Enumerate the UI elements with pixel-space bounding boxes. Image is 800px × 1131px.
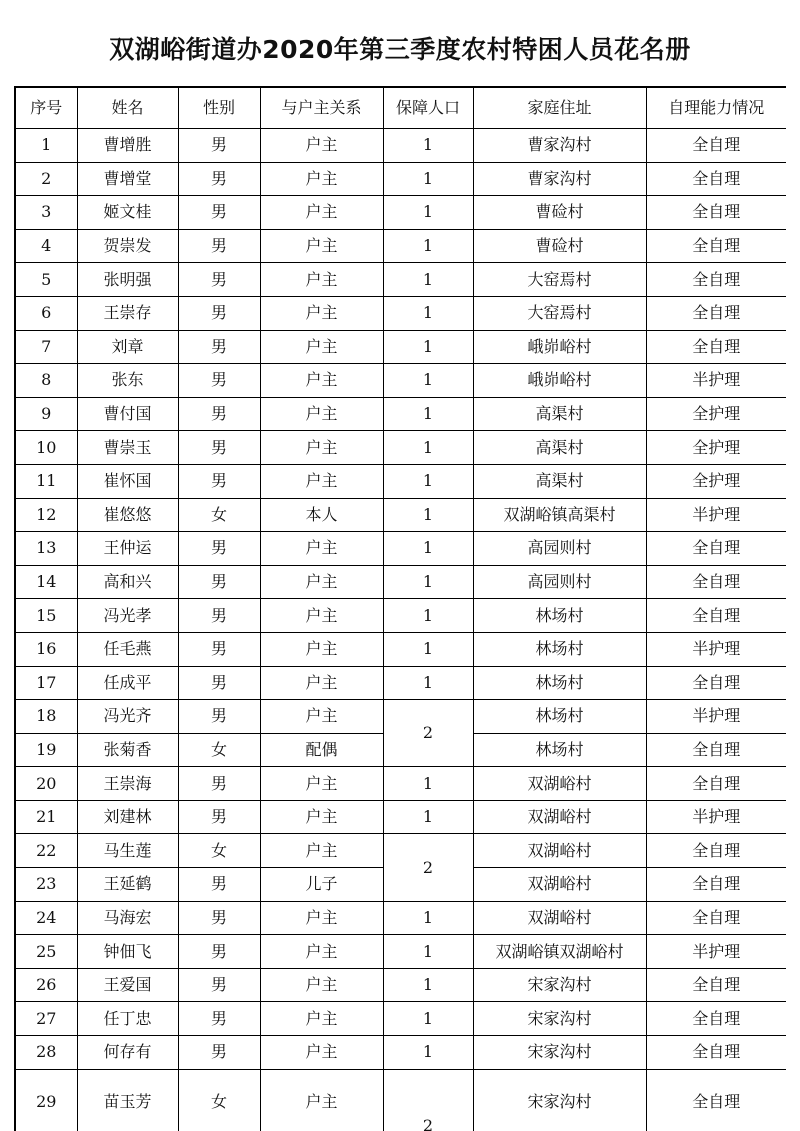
table-row [15, 700, 786, 734]
cell-persons: 1 [383, 632, 473, 666]
table-row [15, 599, 786, 633]
cell-ability: 半护理 [646, 935, 786, 969]
cell-name: 姬文桂 [77, 196, 178, 230]
cell-relation: 户主 [260, 800, 383, 834]
table-row [15, 1002, 786, 1036]
cell-no: 17 [15, 666, 77, 700]
cell-no: 23 [15, 868, 77, 902]
cell-relation: 户主 [260, 464, 383, 498]
header-relation: 与户主关系 [260, 87, 383, 129]
cell-persons: 1 [383, 464, 473, 498]
cell-no: 24 [15, 901, 77, 935]
table-row [15, 1036, 786, 1070]
cell-persons: 2 [383, 834, 473, 901]
cell-sex: 男 [178, 162, 260, 196]
cell-no: 13 [15, 532, 77, 566]
cell-no: 12 [15, 498, 77, 532]
cell-relation: 配偶 [260, 733, 383, 767]
cell-name: 王延鹤 [77, 868, 178, 902]
cell-relation: 户主 [260, 700, 383, 734]
cell-relation: 户主 [260, 263, 383, 297]
cell-relation: 户主 [260, 1002, 383, 1036]
cell-name: 刘章 [77, 330, 178, 364]
cell-name: 刘建林 [77, 800, 178, 834]
cell-name: 马生莲 [77, 834, 178, 868]
cell-persons: 1 [383, 1002, 473, 1036]
cell-address: 林场村 [473, 733, 646, 767]
cell-no: 3 [15, 196, 77, 230]
cell-address: 双湖峪村 [473, 901, 646, 935]
cell-no: 4 [15, 229, 77, 263]
cell-persons: 1 [383, 968, 473, 1002]
cell-name: 任丁忠 [77, 1002, 178, 1036]
cell-no: 6 [15, 296, 77, 330]
cell-name: 崔悠悠 [77, 498, 178, 532]
cell-persons: 1 [383, 901, 473, 935]
cell-relation: 户主 [260, 296, 383, 330]
cell-no: 29 [15, 1069, 77, 1131]
cell-name: 张菊香 [77, 733, 178, 767]
cell-persons: 1 [383, 532, 473, 566]
cell-sex: 男 [178, 397, 260, 431]
cell-no: 25 [15, 935, 77, 969]
cell-persons: 1 [383, 162, 473, 196]
cell-persons: 1 [383, 263, 473, 297]
cell-no: 27 [15, 1002, 77, 1036]
cell-persons: 1 [383, 330, 473, 364]
cell-relation: 户主 [260, 196, 383, 230]
cell-no: 15 [15, 599, 77, 633]
cell-address: 双湖峪镇双湖峪村 [473, 935, 646, 969]
cell-address: 峨峁峪村 [473, 330, 646, 364]
cell-sex: 男 [178, 1002, 260, 1036]
cell-ability: 全自理 [646, 1002, 786, 1036]
cell-sex: 男 [178, 565, 260, 599]
cell-persons: 1 [383, 296, 473, 330]
cell-ability: 全自理 [646, 1069, 786, 1131]
cell-relation: 户主 [260, 599, 383, 633]
cell-no: 21 [15, 800, 77, 834]
cell-ability: 全自理 [646, 196, 786, 230]
cell-sex: 男 [178, 1036, 260, 1070]
cell-name: 高和兴 [77, 565, 178, 599]
cell-ability: 全自理 [646, 565, 786, 599]
cell-ability: 全护理 [646, 464, 786, 498]
cell-sex: 男 [178, 968, 260, 1002]
cell-ability: 全自理 [646, 229, 786, 263]
cell-relation: 户主 [260, 532, 383, 566]
table-row [15, 767, 786, 801]
cell-sex: 女 [178, 498, 260, 532]
cell-relation: 户主 [260, 1036, 383, 1070]
cell-no: 26 [15, 968, 77, 1002]
cell-name: 贺崇发 [77, 229, 178, 263]
cell-sex: 男 [178, 767, 260, 801]
cell-sex: 男 [178, 229, 260, 263]
cell-relation: 户主 [260, 364, 383, 398]
cell-address: 林场村 [473, 599, 646, 633]
cell-relation: 户主 [260, 666, 383, 700]
cell-name: 马海宏 [77, 901, 178, 935]
cell-name: 曹崇玉 [77, 431, 178, 465]
cell-name: 王仲运 [77, 532, 178, 566]
cell-address: 双湖峪村 [473, 868, 646, 902]
cell-address: 宋家沟村 [473, 1069, 646, 1131]
cell-no: 18 [15, 700, 77, 734]
cell-sex: 男 [178, 666, 260, 700]
cell-ability: 全护理 [646, 431, 786, 465]
cell-name: 张明强 [77, 263, 178, 297]
cell-relation: 户主 [260, 229, 383, 263]
cell-persons: 1 [383, 666, 473, 700]
cell-address: 林场村 [473, 700, 646, 734]
cell-no: 11 [15, 464, 77, 498]
cell-ability: 半护理 [646, 498, 786, 532]
cell-ability: 全自理 [646, 296, 786, 330]
cell-sex: 男 [178, 935, 260, 969]
cell-ability: 全自理 [646, 1036, 786, 1070]
cell-sex: 男 [178, 196, 260, 230]
cell-no: 9 [15, 397, 77, 431]
cell-persons: 1 [383, 565, 473, 599]
cell-relation: 户主 [260, 935, 383, 969]
cell-ability: 全自理 [646, 901, 786, 935]
cell-sex: 男 [178, 532, 260, 566]
roster-table [14, 86, 786, 1131]
cell-sex: 男 [178, 364, 260, 398]
cell-persons: 1 [383, 397, 473, 431]
cell-relation: 户主 [260, 565, 383, 599]
cell-address: 双湖峪村 [473, 767, 646, 801]
cell-no: 5 [15, 263, 77, 297]
cell-persons: 1 [383, 599, 473, 633]
cell-name: 何存有 [77, 1036, 178, 1070]
cell-persons: 1 [383, 229, 473, 263]
cell-address: 双湖峪村 [473, 800, 646, 834]
cell-address: 曹家沟村 [473, 129, 646, 163]
cell-persons: 1 [383, 431, 473, 465]
cell-address: 高渠村 [473, 431, 646, 465]
cell-name: 张东 [77, 364, 178, 398]
cell-name: 王崇海 [77, 767, 178, 801]
cell-name: 曹增堂 [77, 162, 178, 196]
table-row [15, 263, 786, 297]
cell-ability: 全自理 [646, 330, 786, 364]
cell-ability: 全自理 [646, 666, 786, 700]
cell-persons: 1 [383, 800, 473, 834]
cell-ability: 全自理 [646, 968, 786, 1002]
cell-no: 14 [15, 565, 77, 599]
cell-address: 高渠村 [473, 464, 646, 498]
cell-address: 曹硷村 [473, 229, 646, 263]
cell-relation: 户主 [260, 901, 383, 935]
cell-persons: 1 [383, 129, 473, 163]
cell-no: 20 [15, 767, 77, 801]
cell-address: 林场村 [473, 632, 646, 666]
cell-relation: 户主 [260, 968, 383, 1002]
cell-sex: 男 [178, 464, 260, 498]
cell-address: 宋家沟村 [473, 968, 646, 1002]
cell-persons: 2 [383, 1069, 473, 1131]
table-row [15, 1069, 786, 1131]
cell-persons: 2 [383, 700, 473, 767]
cell-sex: 男 [178, 632, 260, 666]
cell-ability: 全自理 [646, 767, 786, 801]
cell-name: 崔怀国 [77, 464, 178, 498]
cell-address: 高渠村 [473, 397, 646, 431]
table-row [15, 632, 786, 666]
cell-ability: 半护理 [646, 364, 786, 398]
roster-body [15, 129, 786, 1131]
table-row [15, 666, 786, 700]
header-name: 姓名 [77, 87, 178, 129]
cell-relation: 户主 [260, 431, 383, 465]
header-ability: 自理能力情况 [646, 87, 786, 129]
cell-ability: 全自理 [646, 599, 786, 633]
table-row [15, 330, 786, 364]
header-sex: 性别 [178, 87, 260, 129]
table-row [15, 968, 786, 1002]
cell-no: 8 [15, 364, 77, 398]
cell-no: 2 [15, 162, 77, 196]
cell-relation: 本人 [260, 498, 383, 532]
table-row [15, 296, 786, 330]
cell-ability: 半护理 [646, 632, 786, 666]
table-row [15, 800, 786, 834]
cell-address: 高园则村 [473, 532, 646, 566]
cell-persons: 1 [383, 196, 473, 230]
cell-address: 宋家沟村 [473, 1002, 646, 1036]
cell-no: 1 [15, 129, 77, 163]
cell-ability: 全自理 [646, 868, 786, 902]
page-title: 双湖峪街道办2020年第三季度农村特困人员花名册 [109, 35, 691, 64]
cell-ability: 全自理 [646, 162, 786, 196]
cell-ability: 半护理 [646, 800, 786, 834]
cell-address: 双湖峪村 [473, 834, 646, 868]
cell-persons: 1 [383, 498, 473, 532]
cell-sex: 女 [178, 1069, 260, 1131]
cell-address: 大窑焉村 [473, 263, 646, 297]
cell-ability: 全自理 [646, 263, 786, 297]
cell-name: 曹付国 [77, 397, 178, 431]
cell-name: 钟佃飞 [77, 935, 178, 969]
cell-no: 19 [15, 733, 77, 767]
header-no: 序号 [15, 87, 77, 129]
roster-sheet [14, 86, 786, 1131]
cell-name: 曹增胜 [77, 129, 178, 163]
cell-name: 王爱国 [77, 968, 178, 1002]
table-row [15, 162, 786, 196]
cell-ability: 半护理 [646, 700, 786, 734]
cell-relation: 户主 [260, 129, 383, 163]
cell-sex: 女 [178, 733, 260, 767]
cell-sex: 男 [178, 263, 260, 297]
cell-address: 曹硷村 [473, 196, 646, 230]
table-row [15, 565, 786, 599]
table-row [15, 464, 786, 498]
header-row [15, 87, 786, 129]
cell-persons: 1 [383, 364, 473, 398]
cell-relation: 户主 [260, 767, 383, 801]
cell-no: 28 [15, 1036, 77, 1070]
cell-address: 大窑焉村 [473, 296, 646, 330]
cell-address: 宋家沟村 [473, 1036, 646, 1070]
cell-sex: 男 [178, 868, 260, 902]
table-row [15, 834, 786, 868]
cell-sex: 男 [178, 901, 260, 935]
cell-relation: 户主 [260, 1069, 383, 1131]
cell-relation: 户主 [260, 834, 383, 868]
cell-persons: 1 [383, 935, 473, 969]
cell-persons: 1 [383, 1036, 473, 1070]
cell-relation: 户主 [260, 330, 383, 364]
cell-no: 22 [15, 834, 77, 868]
cell-relation: 户主 [260, 162, 383, 196]
cell-ability: 全自理 [646, 834, 786, 868]
cell-sex: 男 [178, 330, 260, 364]
cell-name: 任毛燕 [77, 632, 178, 666]
cell-name: 王崇存 [77, 296, 178, 330]
cell-sex: 男 [178, 800, 260, 834]
table-row [15, 532, 786, 566]
cell-name: 任成平 [77, 666, 178, 700]
table-row [15, 229, 786, 263]
table-row [15, 397, 786, 431]
cell-sex: 男 [178, 296, 260, 330]
cell-ability: 全护理 [646, 397, 786, 431]
cell-ability: 全自理 [646, 129, 786, 163]
table-row [15, 431, 786, 465]
header-persons: 保障人口 [383, 87, 473, 129]
table-row [15, 129, 786, 163]
cell-relation: 儿子 [260, 868, 383, 902]
cell-sex: 男 [178, 431, 260, 465]
cell-name: 冯光孝 [77, 599, 178, 633]
cell-address: 曹家沟村 [473, 162, 646, 196]
cell-relation: 户主 [260, 632, 383, 666]
cell-address: 林场村 [473, 666, 646, 700]
table-row [15, 498, 786, 532]
cell-sex: 男 [178, 129, 260, 163]
table-row [15, 901, 786, 935]
cell-sex: 男 [178, 700, 260, 734]
cell-name: 冯光齐 [77, 700, 178, 734]
header-address: 家庭住址 [473, 87, 646, 129]
cell-persons: 1 [383, 767, 473, 801]
cell-address: 高园则村 [473, 565, 646, 599]
cell-sex: 女 [178, 834, 260, 868]
cell-no: 16 [15, 632, 77, 666]
cell-ability: 全自理 [646, 733, 786, 767]
table-row [15, 364, 786, 398]
cell-name: 苗玉芳 [77, 1069, 178, 1131]
cell-no: 10 [15, 431, 77, 465]
table-row [15, 196, 786, 230]
cell-ability: 全自理 [646, 532, 786, 566]
cell-no: 7 [15, 330, 77, 364]
cell-address: 峨峁峪村 [473, 364, 646, 398]
table-row [15, 935, 786, 969]
cell-sex: 男 [178, 599, 260, 633]
cell-relation: 户主 [260, 397, 383, 431]
cell-address: 双湖峪镇高渠村 [473, 498, 646, 532]
